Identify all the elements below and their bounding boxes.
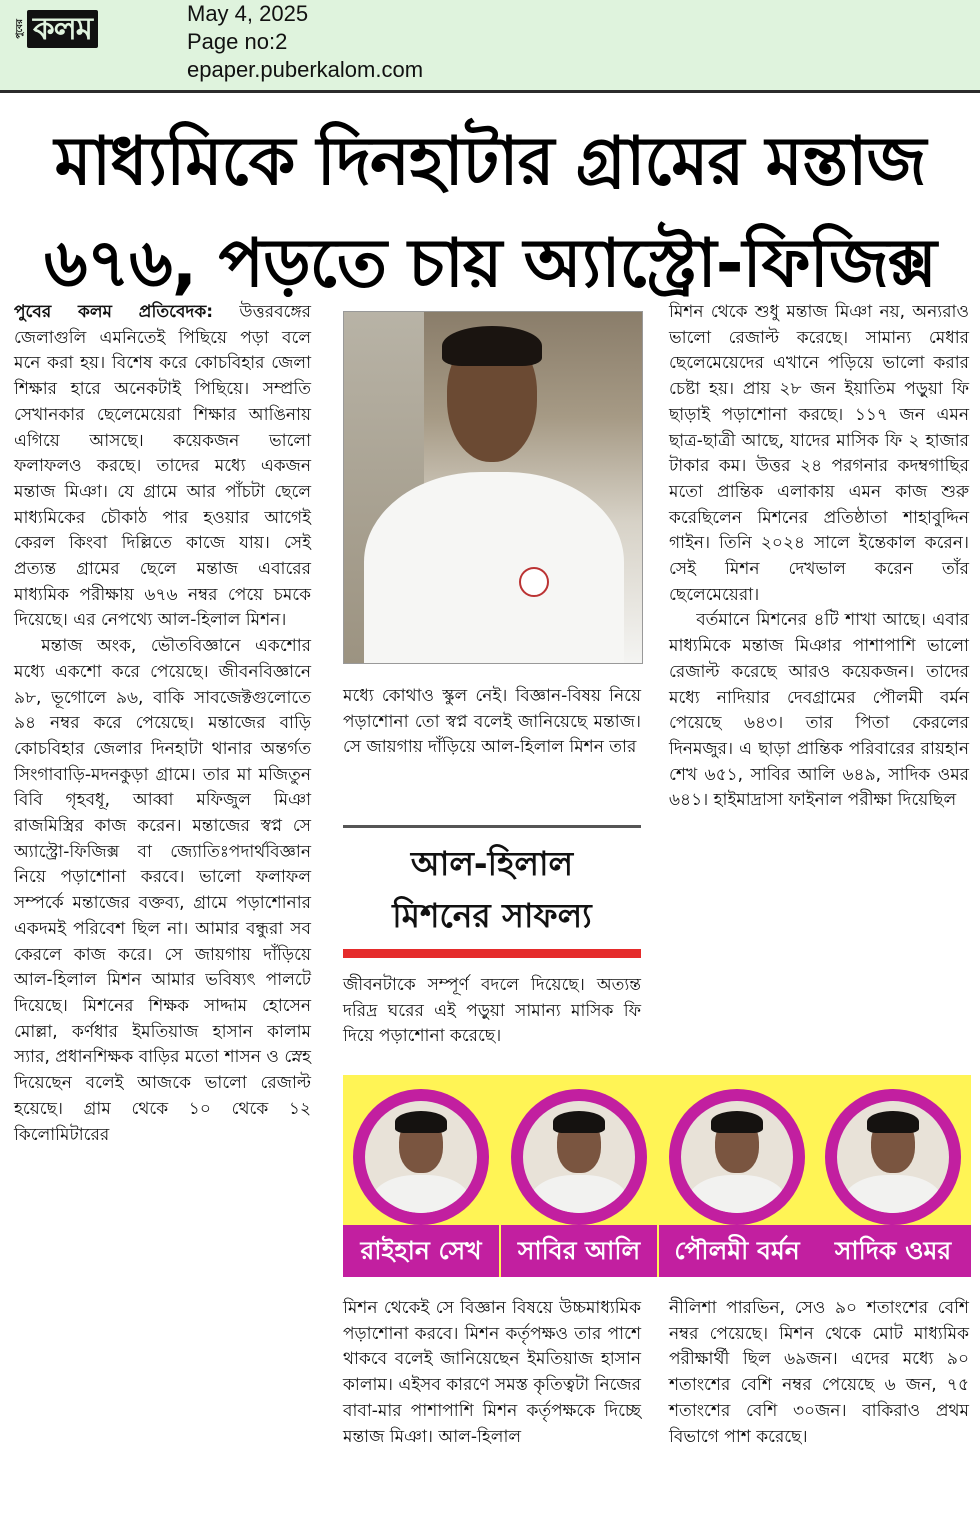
student-card: [659, 1089, 815, 1277]
article-column-2-mid: [343, 973, 641, 1050]
subheading-line-1: আল-হিলাল: [410, 844, 574, 883]
article-column-2-bottom: [343, 1296, 641, 1450]
student-name: সাদিক ওমর: [815, 1225, 971, 1277]
paragraph-col2-top: মধ্যে কোথাও স্কুল নেই। বিজ্ঞান-বিষয় নিয়ে পড়াশোনা তো স্বপ্ন বলেই জানিয়েছে মন্তাজ। সে জায়গায় দাঁড়িয়ে আল-হিলাল মিশন তার: [343, 686, 641, 758]
paragraph-marks: মন্তাজ অংক, ভৌতবিজ্ঞানে একশোর মধ্যে একশো করে পেয়েছে। জীবনবিজ্ঞানে ৯৮, ভূগোলে ৯৬, বাকি সাবজেক্টগুলোতে ৯৪ নম্বর করে পেয়েছে। মন্তাজের বাড়ি কোচবিহার জেলার দিনহাটা থানার অন্তর্গত সিংগাবাড়ি-মদনকুড়া গ্রামে। তার মা মজিতুন বিবি গৃহবধূ, আব্বা মফিজুল মিঞা রাজমিস্ত্রির কাজ করেন। মন্তাজের স্বপ্ন সে অ্যাস্ট্রো-ফিজিক্স বা জ্যোতিঃপদার্থবিজ্ঞান নিয়ে পড়াশোনা করবে। ভালো ফলাফল সম্পর্কে মন্তাজের বক্তব্য, গ্রামে পড়াশোনার একদমই পরিবেশ ছিল না। আমার বন্ধুরা সব কেরলে কাজ করে। সে জায়গায় দাঁড়িয়ে আল-হিলাল মিশন আমার ভবিষ্যৎ পালটে দিয়েছে। মিশনের শিক্ষক সাদ্দাম হোসেন মোল্লা, কর্ণধার ইমতিয়াজ হাসান কালাম স্যার, প্রধানশিক্ষক বাড়ির মতো শাসন ও স্নেহ দিয়েছেন বলেই আজকে ভালো রেজাল্ট হয়েছে। গ্রাম থেকে ১০ থেকে ১২ কিলোমিটারের: [14, 636, 311, 1145]
student-photo: [365, 1101, 477, 1213]
paragraph-col3-bottom: নীলিশা পারভিন, সেও ৯০ শতাংশের বেশি নম্বর পেয়েছে। মিশন থেকে মোট মাধ্যমিক পরীক্ষার্থী ছিল ৬৯জন। এদের মধ্যে ৯০ শতাংশের বেশি নম্বর পেয়েছে ৬ জন, ৭৫ শতাংশের বেশি ৩০জন। বাকিরাও প্রথম বিভাগে পাশ করেছে।: [669, 1298, 969, 1447]
paragraph-intro: [14, 300, 311, 634]
subhead-divider: [343, 825, 641, 828]
article-headline: [0, 110, 980, 314]
student-name: পৌলমী বর্মন: [659, 1225, 815, 1277]
newspaper-logo: [16, 10, 98, 48]
student-card: [501, 1089, 657, 1277]
article-column-2-top: [343, 684, 641, 761]
edition-page: Page no:2: [187, 29, 288, 54]
headline-line-2: ৬৭৬, পড়তে চায় অ্যাস্ট্রো-ফিজিক্স: [44, 224, 936, 302]
subheading-line-2: মিশনের সাফল্য: [392, 896, 592, 935]
byline: পুবের কলম প্রতিবেদক:: [14, 302, 214, 322]
edition-url[interactable]: epaper.puberkalom.com: [187, 57, 424, 82]
logo-wordmark: কলম: [27, 10, 98, 48]
edition-date: May 4, 2025: [187, 1, 309, 26]
masthead-bar: [0, 0, 980, 93]
student-name: রাইহান সেখ: [343, 1225, 499, 1277]
paragraph-col2-mid: জীবনটাকে সম্পূর্ণ বদলে দিয়েছে। অত্যন্ত দরিদ্র ঘরের এই পড়ুয়া সামান্য মাসিক ফি দিয়ে পড়াশোনা করেছে।: [343, 975, 641, 1047]
article-column-3-bottom: [669, 1296, 969, 1450]
article-column-3: [669, 300, 969, 814]
paragraph-col3-1: মিশন থেকে শুধু মন্তাজ মিঞা নয়, অন্যরাও ভালো রেজাল্ট করেছে। সামান্য মেধার ছেলেমেয়েদের এখানে পড়িয়ে ভালো করার চেষ্টা হয়। প্রায় ২৮ জন ইয়াতিম পড়ুয়া ফি ছাড়াই পড়াশোনা করছে। ১১৭ জন এমন ছাত্র-ছাত্রী আছে, যাদের মাসিক ফি ২ হাজার টাকার কম। উত্তর ২৪ পরগনার কদম্বগাছির মতো প্রান্তিক এলাকায় এমন কাজ শুরু করেছিলেন মিশনের প্রতিষ্ঠাতা শাহাবুদ্দিন গাইন। তিনি ২০২৪ সালে ইন্তেকাল করেন। সেই মিশন দেখভাল করেন তাঁর ছেলেমেয়েরা।: [669, 302, 969, 605]
paragraph-intro-text: উত্তরবঙ্গের জেলাগুলি এমনিতেই পিছিয়ে পড়া বলে মনে করা হয়। বিশেষ করে কোচবিহার জেলা শিক্ষার হারে অনেকটাই পিছিয়ে। সম্প্রতি সেখানকার ছেলেমেয়েরা শিক্ষার আঙিনায় এগিয়ে আসছে। কয়েকজন ভালো ফলাফলও করছে। তাদের মধ্যে একজন মন্তাজ মিঞা। যে গ্রামে আর পাঁচটা ছেলে মাধ্যমিকের চৌকাঠ পার হওয়ার আগেই কেরল কিংবা দিল্লিতে কাজে যায়। সেই প্রত্যন্ত গ্রামের ছেলে মন্তাজ এবারের মাধ্যমিক পরীক্ষায় ৬৭৬ নম্বর পেয়ে চমকে দিয়েছে। এর নেপথ্যে আল-হিলাল মিশন।: [14, 302, 311, 631]
headline-line-1: মাধ্যমিকে দিনহাটার গ্রামের মন্তাজ: [54, 122, 926, 200]
school-badge-icon: [519, 567, 549, 597]
subhead-red-bar: [343, 949, 641, 958]
montaj-photo: [343, 311, 643, 664]
subheading: [343, 838, 641, 942]
logo-prefix: পুবের: [15, 19, 25, 39]
student-name: সাবির আলি: [501, 1225, 657, 1277]
article-column-1: [14, 300, 311, 1148]
student-photo: [681, 1101, 793, 1213]
paragraph-col2-bottom: মিশন থেকেই সে বিজ্ঞান বিষয়ে উচ্চমাধ্যমিক পড়াশোনা করবে। মিশন কর্তৃপক্ষও তার পাশে থাকবে বলেই জানিয়েছেন ইমতিয়াজ হাসান কালাম। এইসব কারণে সমস্ত কৃতিত্বটা নিজের বাবা-মার পাশাপাশি মিশন কর্তৃপক্ষকে দিচ্ছে মন্তাজ মিঞা। আল-হিলাল: [343, 1298, 641, 1447]
edition-info: [187, 0, 423, 84]
students-photo-strip: [343, 1075, 971, 1277]
paragraph-col3-2: বর্তমানে মিশনের ৪টি শাখা আছে। এবার মাধ্যমিকে মন্তাজ মিঞার পাশাপাশি ভালো রেজাল্ট করেছে আরও কয়েকজন। তাদের মধ্যে নাদিয়ার দেবগ্রামের পৌলমী বর্মন পেয়েছে ৬৪৩। তার পিতা কেরলের দিনমজুর। এ ছাড়া প্রান্তিক পরিবারের রায়হান শেখ ৬৫১, সাবির আলি ৬৪৯, সাদিক ওমর ৬৪১। হাইমাদ্রাসা ফাইনাল পরীক্ষা দিয়েছিল: [669, 610, 969, 811]
student-photo: [837, 1101, 949, 1213]
student-card: [815, 1089, 971, 1277]
student-photo: [523, 1101, 635, 1213]
student-card: [343, 1089, 499, 1277]
